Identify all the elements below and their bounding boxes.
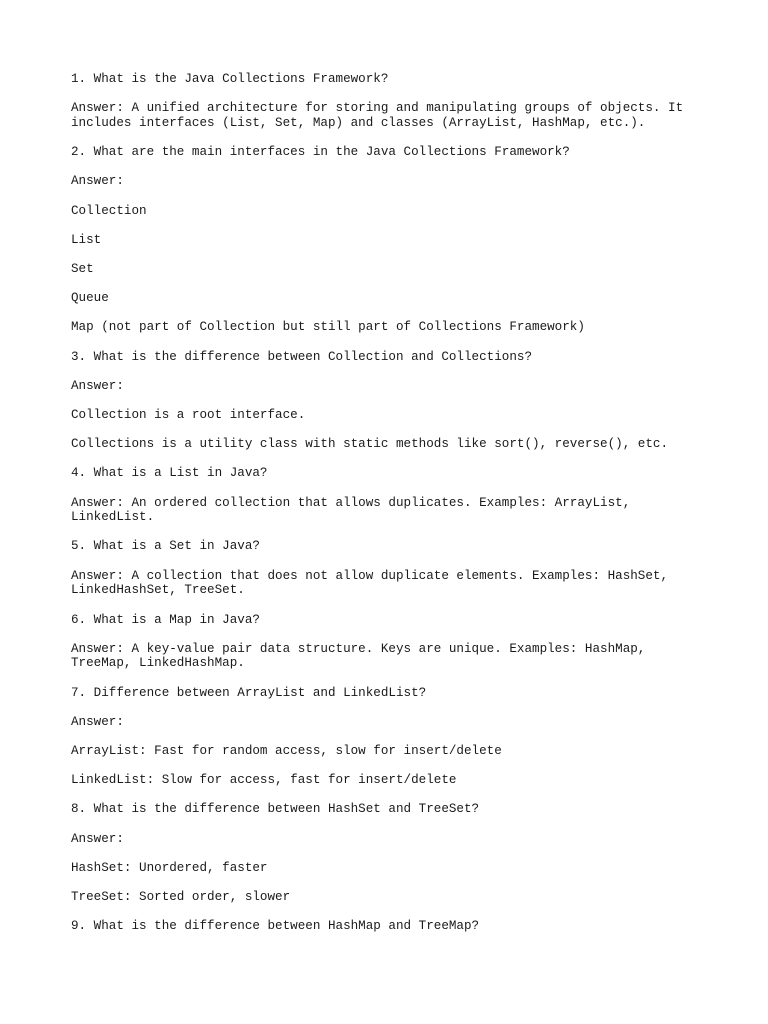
question-text: 1. What is the Java Collections Framework? <box>71 72 389 86</box>
answer-text: Answer: A collection that does not allow duplicate elements. Examples: HashSet, <box>71 568 669 583</box>
list-item <box>71 861 711 876</box>
question-text: 8. What is the difference between HashSet and TreeSet? <box>71 802 480 817</box>
list-item <box>71 408 711 423</box>
question-6 <box>71 613 711 628</box>
question-text: 6. What is a Map in Java? <box>71 612 260 627</box>
list-item-text: TreeSet: Sorted order, slower <box>71 890 291 905</box>
list-item <box>71 320 711 335</box>
list-item <box>71 744 711 759</box>
answer-text: Answer: An ordered collection that allows duplicates. Examples: ArrayList, <box>71 495 631 510</box>
list-item-text: LinkedList: Slow for access, fast for insert/delete <box>71 773 457 788</box>
list-item <box>71 262 711 277</box>
question-1 <box>71 72 711 87</box>
answer-text: Answer: <box>71 174 124 189</box>
list-item-text: ArrayList: Fast for random access, slow for insert/delete <box>71 744 502 759</box>
list-item <box>71 773 711 788</box>
answer-text: Answer: <box>71 378 124 393</box>
list-item-text: HashSet: Unordered, faster <box>71 860 268 875</box>
list-item <box>71 437 711 452</box>
question-2 <box>71 145 711 160</box>
answer-3 <box>71 379 711 394</box>
answer-2 <box>71 174 711 189</box>
question-text: 2. What are the main interfaces in the Java Collections Framework? <box>71 145 570 160</box>
answer-4 <box>71 496 711 525</box>
answer-text: includes interfaces (List, Set, Map) and classes (ArrayList, HashMap, etc.). <box>71 115 646 130</box>
question-4 <box>71 466 711 481</box>
answer-text: Answer: <box>71 831 124 846</box>
answer-text: LinkedList. <box>71 510 155 525</box>
answer-text: Answer: <box>71 714 124 729</box>
question-7 <box>71 686 711 701</box>
list-item <box>71 204 711 219</box>
document-body <box>71 72 711 949</box>
list-item-text: Collections is a utility class with static methods like sort(), reverse(), etc. <box>71 437 669 452</box>
list-item-text: Map (not part of Collection but still part of Collections Framework) <box>71 320 585 335</box>
list-item-text: Set <box>71 261 94 276</box>
question-text: 7. Difference between ArrayList and LinkedList? <box>71 685 427 700</box>
answer-6 <box>71 642 711 671</box>
answer-text: Answer: A unified architecture for storing and manipulating groups of objects. It <box>71 101 684 116</box>
list-item-text: Queue <box>71 291 109 306</box>
list-item-text: Collection is a root interface. <box>71 407 306 422</box>
question-3 <box>71 350 711 365</box>
answer-text: LinkedHashSet, TreeSet. <box>71 583 245 598</box>
question-text: 3. What is the difference between Collection and Collections? <box>71 349 533 364</box>
question-5 <box>71 539 711 554</box>
question-text: 9. What is the difference between HashMap and TreeMap? <box>71 919 480 934</box>
question-text: 4. What is a List in Java? <box>71 466 268 481</box>
question-8 <box>71 802 711 817</box>
answer-8 <box>71 832 711 847</box>
list-item <box>71 291 711 306</box>
answer-1 <box>71 101 711 130</box>
question-9 <box>71 919 711 934</box>
answer-5 <box>71 569 711 598</box>
question-text: 5. What is a Set in Java? <box>71 539 260 554</box>
list-item <box>71 890 711 905</box>
answer-text: Answer: A key-value pair data structure. Keys are unique. Examples: HashMap, <box>71 641 646 656</box>
list-item-text: Collection <box>71 203 147 218</box>
answer-7 <box>71 715 711 730</box>
list-item-text: List <box>71 232 102 247</box>
list-item <box>71 233 711 248</box>
answer-text: TreeMap, LinkedHashMap. <box>71 656 245 671</box>
